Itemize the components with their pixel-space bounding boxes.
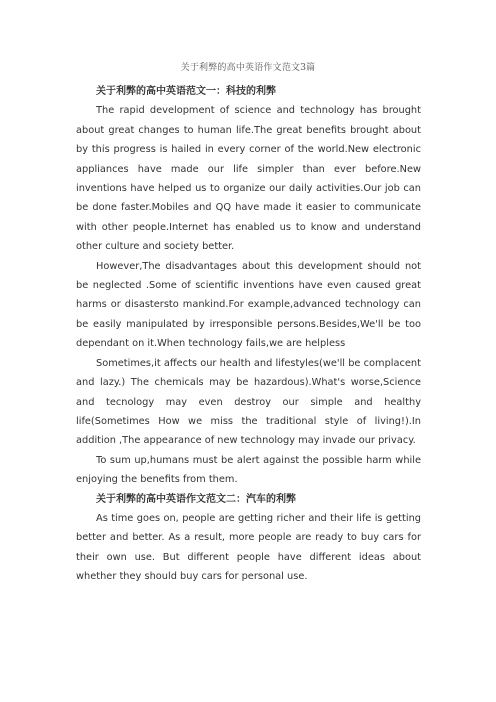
paragraph: Sometimes,it affects our health and lifestyles(we'll be complacent and lazy.) The chemicals may be hazardous).What's worse,Science and tecnology may even destroy our simple and healthy life(Sometimes How we miss the traditional style of living!).In addition ,The appearance of new technology may invade our privacy. [76,357,421,447]
paragraph: The rapid development of science and technology has brought about great changes to human life.The great benefits brought about by this progress is hailed in every corner of the world.New electronic appliances have made our life simpler than ever before.New inventions have helped us to organize our daily activities.Our job can be done faster.Mobiles and QQ have made it easier to communicate with other people.Internet has enabled us to know and understand other culture and society better. [76,105,421,253]
document-body [76,82,421,587]
paragraph: To sum up,humans must be alert against the possible harm while enjoying the benefits from them. [76,454,421,486]
section-heading-cars: 关于利弊的高中英语作文范文二：汽车的利弊 [96,493,296,505]
document-title: 关于利弊的高中英语作文范文3篇 [180,63,316,73]
paragraph: However,The disadvantages about this development should not be neglected .Some of scientific inventions have even caused great harms or disastersto mankind.For example,advanced technology can be easily manipulated by irresponsible persons.Besides,We'll be too dependant on it.When technology fails,we are helpless [76,260,421,350]
section-heading-technology: 关于利弊的高中英语范文一：科技的利弊 [96,86,276,97]
paragraph: As time goes on, people are getting richer and their life is getting better and better. As a result, more people are ready to buy cars for their own use. But different people have different ideas about whether they should buy cars for personal use. [76,512,421,583]
